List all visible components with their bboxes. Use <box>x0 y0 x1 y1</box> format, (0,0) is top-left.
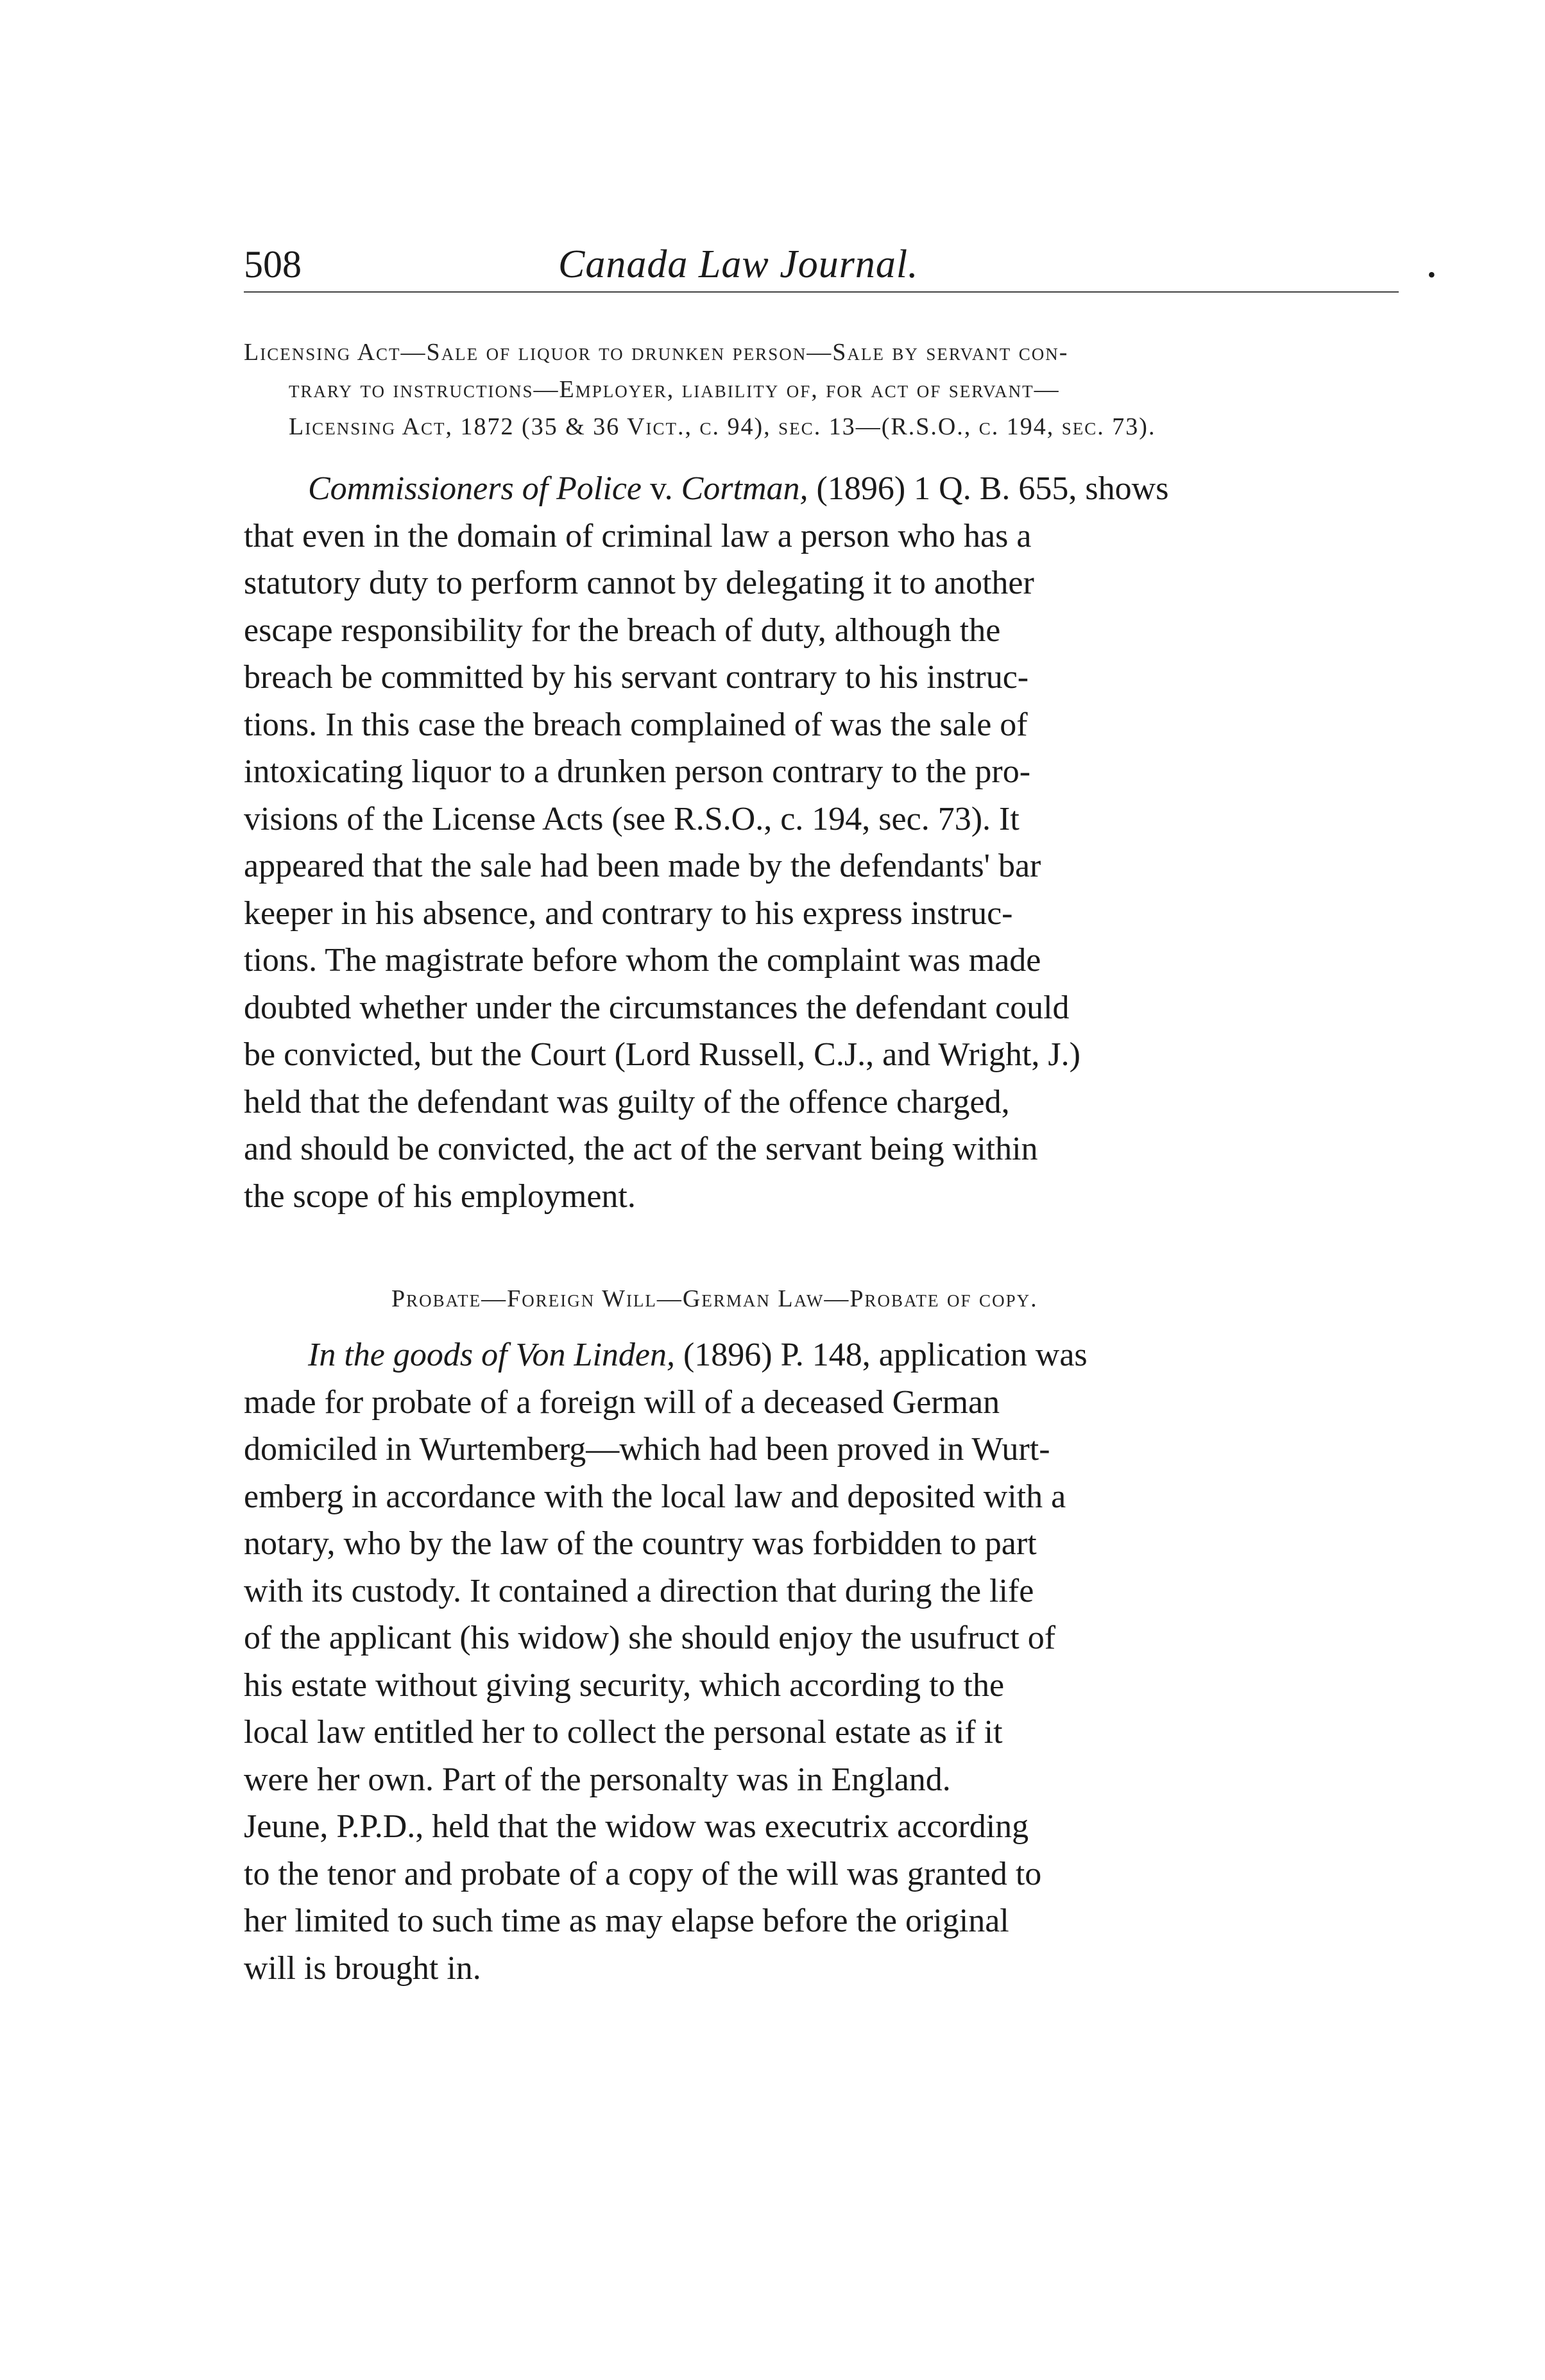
paragraph-licensing <box>244 465 1412 1220</box>
paragraph-line: and should be convicted, the act of the servant being within <box>244 1131 1038 1167</box>
paragraph-line: intoxicating liquor to a drunken person contrary to the pro- <box>244 753 1031 790</box>
case-name: In the goods of Von Linden, <box>308 1337 675 1373</box>
heading-line: Licensing Act—Sale of liquor to drunken person—Sale by servant con- <box>244 339 1069 366</box>
paragraph-line: tions. In this case the breach complained of was the sale of <box>244 706 1028 743</box>
paragraph-line: domiciled in Wurtemberg—which had been proved in Wurt- <box>244 1431 1050 1468</box>
header-mark: • <box>1428 262 1436 287</box>
paragraph-line: tions. The magistrate before whom the complaint was made <box>244 942 1041 979</box>
paragraph-line: visions of the License Acts (see R.S.O., c. 194, sec. 73). It <box>244 800 1020 837</box>
paragraph-line: made for probate of a foreign will of a deceased German <box>244 1383 1000 1421</box>
paragraph-line: Jeune, P.P.D., held that the widow was executrix according <box>244 1808 1029 1845</box>
paragraph-first-line <box>244 465 1412 513</box>
paragraph-probate <box>244 1331 1412 1992</box>
paragraph-line: breach be committed by his servant contrary to his instruc- <box>244 659 1029 696</box>
paragraph-line: that even in the domain of criminal law a person who has a <box>244 517 1032 554</box>
heading-line: trary to instructions—Employer, liability of, for act of servant— <box>289 376 1060 403</box>
paragraph-line: keeper in his absence, and contrary to his express instruc- <box>244 895 1013 932</box>
heading-line: Licensing Act, 1872 (35 & 36 Vict., c. 94), sec. 13—(R.S.O., c. 194, sec. 73). <box>289 413 1156 440</box>
running-header <box>244 239 1436 296</box>
paragraph-line: with its custody. It contained a direction that during the life <box>244 1572 1034 1609</box>
case-party: Cortman, <box>681 470 808 507</box>
paragraph-line: statutory duty to perform cannot by delegating it to another <box>244 565 1034 601</box>
paragraph-line: his estate without giving security, which according to the <box>244 1666 1005 1704</box>
paragraph-line: be convicted, but the Court (Lord Russell, C.J., and Wright, J.) <box>244 1036 1080 1073</box>
paragraph-line: local law entitled her to collect the personal estate as if it <box>244 1714 1003 1751</box>
case-name: Commissioners of Police <box>308 470 642 507</box>
paragraph-line: escape responsibility for the breach of duty, although the <box>244 612 1001 649</box>
paragraph-line: to the tenor and probate of a copy of the will was granted to <box>244 1855 1042 1892</box>
paragraph-line: will is brought in. <box>244 1949 481 1987</box>
paragraph-line: of the applicant (his widow) she should enjoy the usufruct of <box>244 1620 1056 1656</box>
paragraph-line: were her own. Part of the personalty was in England. <box>244 1761 951 1798</box>
case-connector: v. <box>641 470 681 507</box>
paragraph-line: doubted whether under the circumstances the defendant could <box>244 989 1070 1026</box>
paragraph-line: the scope of his employment. <box>244 1177 636 1215</box>
section-heading-probate: Probate—Foreign Will—German Law—Probate of copy. <box>391 1285 1038 1312</box>
paragraph-line: her limited to such time as may elapse before the original <box>244 1903 1009 1939</box>
paragraph-line: appeared that the sale had been made by the defendants' bar <box>244 848 1041 884</box>
paragraph-line: notary, who by the law of the country was forbidden to part <box>244 1525 1037 1562</box>
page-number: 508 <box>244 243 302 286</box>
case-citation: (1896) 1 Q. B. 655, shows <box>808 470 1169 507</box>
paragraph-first-line <box>244 1331 1412 1379</box>
section-heading-licensing <box>244 334 1412 445</box>
paragraph-line: held that the defendant was guilty of the offence charged, <box>244 1083 1010 1120</box>
paragraph-line: emberg in accordance with the local law and deposited with a <box>244 1478 1066 1515</box>
header-rule <box>244 291 1399 293</box>
case-citation: (1896) P. 148, application was <box>674 1337 1088 1373</box>
journal-title: Canada Law Journal. <box>558 243 919 286</box>
